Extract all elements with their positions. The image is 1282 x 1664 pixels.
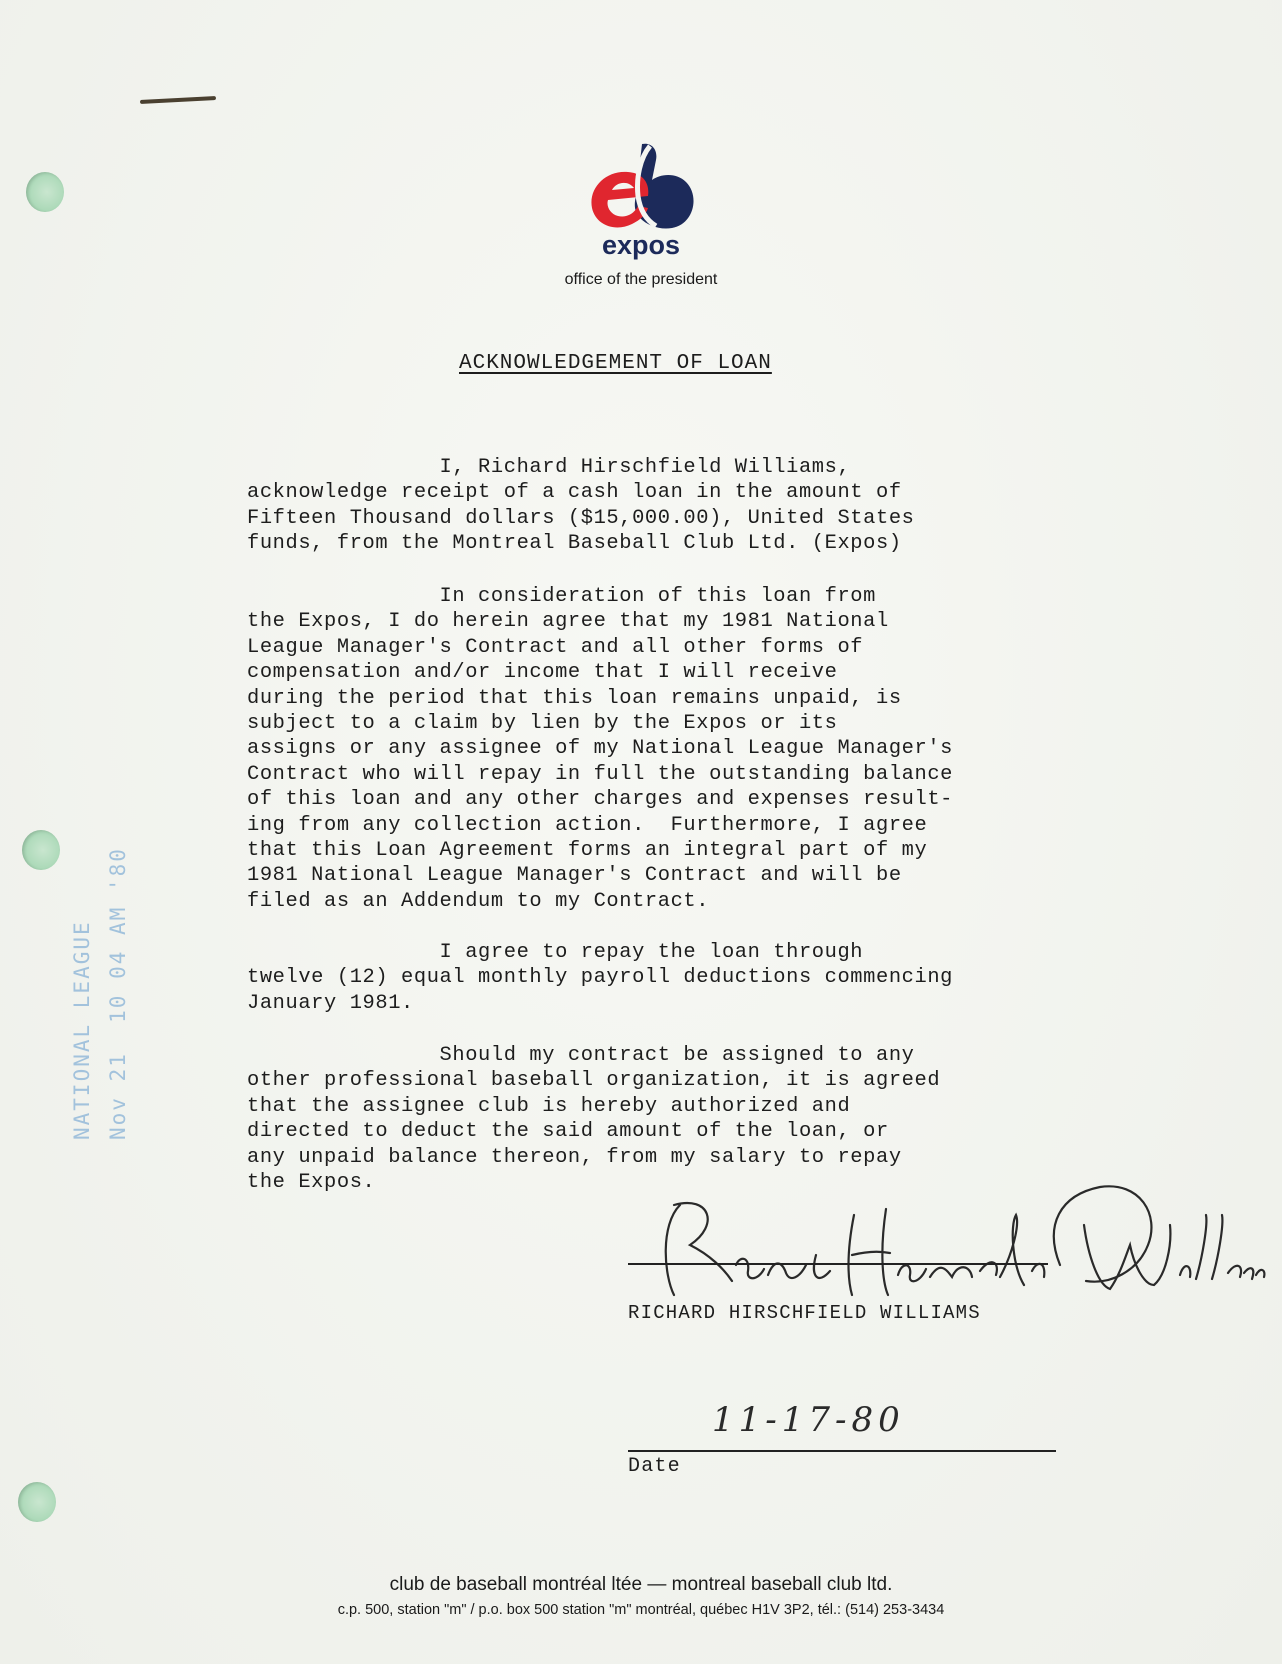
office-line: office of the president [564,271,718,288]
expos-eb-logo-icon [576,138,706,234]
pencil-mark [140,96,216,104]
date-label: Date [628,1455,681,1478]
paragraph-assignment: Should my contract be assigned to any other professional baseball organization, it is agreed that the assignee club is hereby authorized and directed to deduct the said amount of the loan, or any unpaid balance thereon, from my salary to repay the Expos. [247,1044,941,1195]
signatory-printed-name: RICHARD HIRSCHFIELD WILLIAMS [628,1302,981,1324]
handwritten-date: 11-17-80 [712,1400,905,1440]
punch-hole-bottom [18,1482,56,1522]
letterhead [0,138,1282,289]
date-line [628,1450,1056,1452]
footer-club-name: club de baseball montréal ltée — montreal baseball club ltd. [389,1574,893,1595]
document-title: ACKNOWLEDGEMENT OF LOAN [459,352,772,375]
letterhead-footer [0,1574,1282,1618]
handwritten-signature [640,1185,1270,1315]
stamp-line-date: Nov 21 10 04 AM '80 [106,847,130,1140]
received-stamp [64,847,136,1140]
signature-line [628,1263,1048,1265]
paragraph-repayment: I agree to repay the loan through twelve (12) equal monthly payroll deductions commencing January 1981. [247,941,954,1015]
stamp-line-league: NATIONAL LEAGUE [70,920,94,1140]
brand-wordmark: expos [601,230,681,260]
footer-address: c.p. 500, station "m" / p.o. box 500 station "m" montréal, québec H1V 3P2, tél.: (514) 253-3434 [337,1602,945,1618]
paragraph-receipt: I, Richard Hirschfield Williams, acknowledge receipt of a cash loan in the amount of Fifteen Thousand dollars ($15,000.00), United States funds, from the Montreal Baseball Club Ltd. (Expos) [247,456,915,556]
punch-hole-middle [22,830,60,870]
paragraph-consideration: In consideration of this loan from the Expos, I do herein agree that my 1981 National League Manager's Contract and all other forms of compensation and/or income that I will receive during the period that this loan remains unpaid, is subject to a claim by lien by the Expos or its assigns or any assignee of my National League Manager's Contract who will repay in full the outstanding balance of this loan and any other charges and expenses result- ing from any collection action. Furthermore, I agree that this Loan Agreement forms an integral part of my 1981 National League Manager's Contract and will be filed as an Addendum to my Contract. [247,585,954,913]
